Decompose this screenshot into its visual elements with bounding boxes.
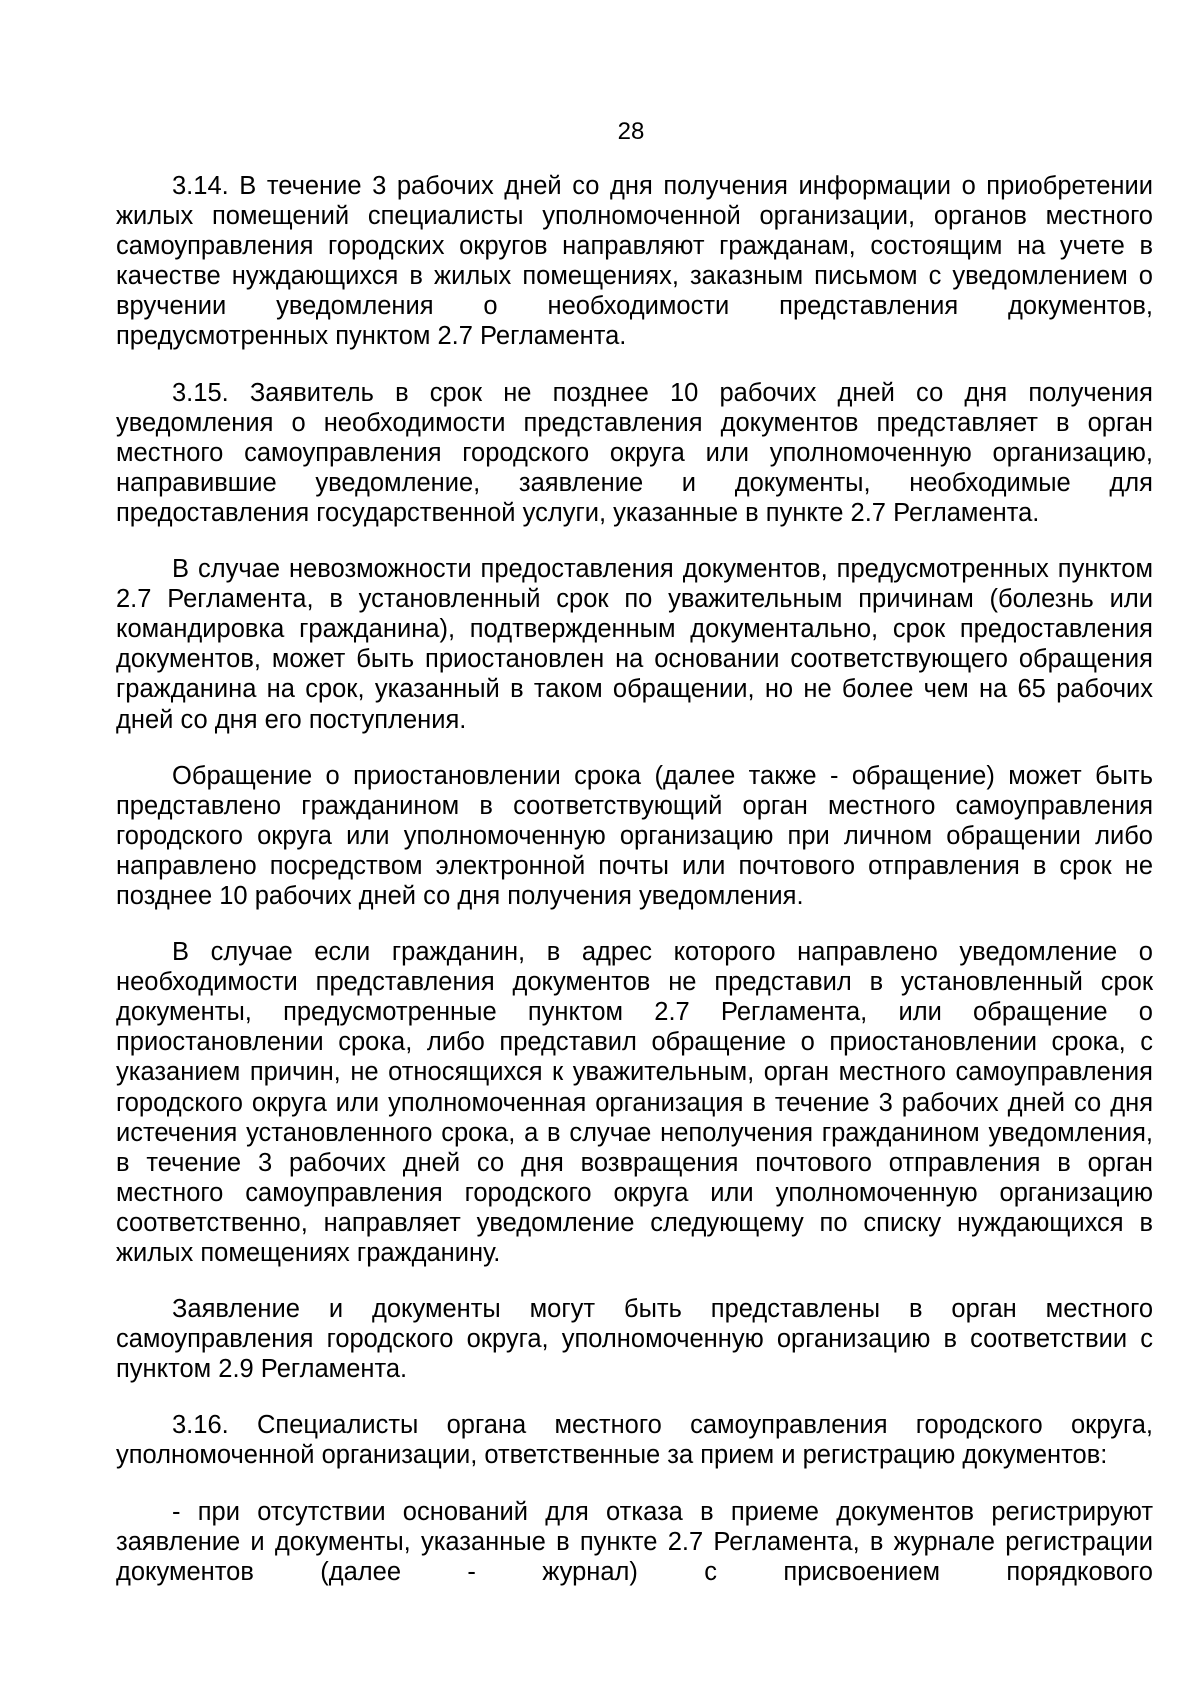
paragraph-submission-methods: Заявление и документы могут быть представлены в орган местного самоуправления городского округа, уполномоченную организацию в соответствии с пунктом 2.9 Регламента. [116,1295,1153,1384]
paragraph-impossibility-case: В случае невозможности предоставления документов, предусмотренных пунктом 2.7 Регламента, в установленный срок по уважительным причинам (болезнь или командировка гражданина), подтвержденным документально, срок предоставления документов, может быть приостановлен на основании соответствующего обращения гражданина на срок, указанный в таком обращении, но не более чем на 65 рабочих дней со дня его поступления. [116,555,1153,734]
paragraph-missed-deadline-case: В случае если гражданин, в адрес которого направлено уведомление о необходимости представления документов не представил в установленный срок документы, предусмотренные пунктом 2.7 Регламента, или обращение о приостановлении срока, либо представил обращение о приостановлении срока, с указанием причин, не относящихся к уважительным, орган местного самоуправления городского округа или уполномоченная организация в течение 3 рабочих дней со дня истечения установленного срока, а в случае неполучения гражданином уведомления, в течение 3 рабочих дней со дня возвращения почтового отправления в орган местного самоуправления городского округа или уполномоченную организацию соответственно, направляет уведомление следующему по списку нуждающихся в жилых помещениях гражданину. [116,938,1153,1267]
paragraph-3-16: 3.16. Специалисты органа местного самоуправления городского округа, уполномоченной организации, ответственные за прием и регистрацию документов: [116,1411,1153,1470]
document-body [116,171,1153,1587]
page-number: 28 [617,118,645,145]
paragraph-3-14: 3.14. В течение 3 рабочих дней со дня получения информации о приобретении жилых помещений специалисты уполномоченной организации, органов местного самоуправления городских округов направляют гражданам, состоящим на учете в качестве нуждающихся в жилых помещениях, заказным письмом с уведомлением о вручении уведомления о необходимости представления документов, предусмотренных пунктом 2.7 Регламента. [116,172,1153,351]
paragraph-3-15: 3.15. Заявитель в срок не позднее 10 рабочих дней со дня получения уведомления о необходимости представления документов представляет в орган местного самоуправления городского округа или уполномоченную организацию, направившие уведомление, заявление и документы, необходимые для предоставления государственной услуги, указанные в пункте 2.7 Регламента. [116,378,1153,527]
paragraph-registration-item: - при отсутствии оснований для отказа в приеме документов регистрируют заявление и документы, указанные в пункте 2.7 Регламента, в журнале регистрации документов (далее - журнал) с присвоением порядкового [116,1497,1153,1586]
paragraph-suspension-request: Обращение о приостановлении срока (далее также - обращение) может быть представлено гражданином в соответствующий орган местного самоуправления городского округа или уполномоченную организацию при личном обращении либо направлено посредством электронной почты или почтового отправления в срок не позднее 10 рабочих дней со дня получения уведомления. [116,761,1153,910]
